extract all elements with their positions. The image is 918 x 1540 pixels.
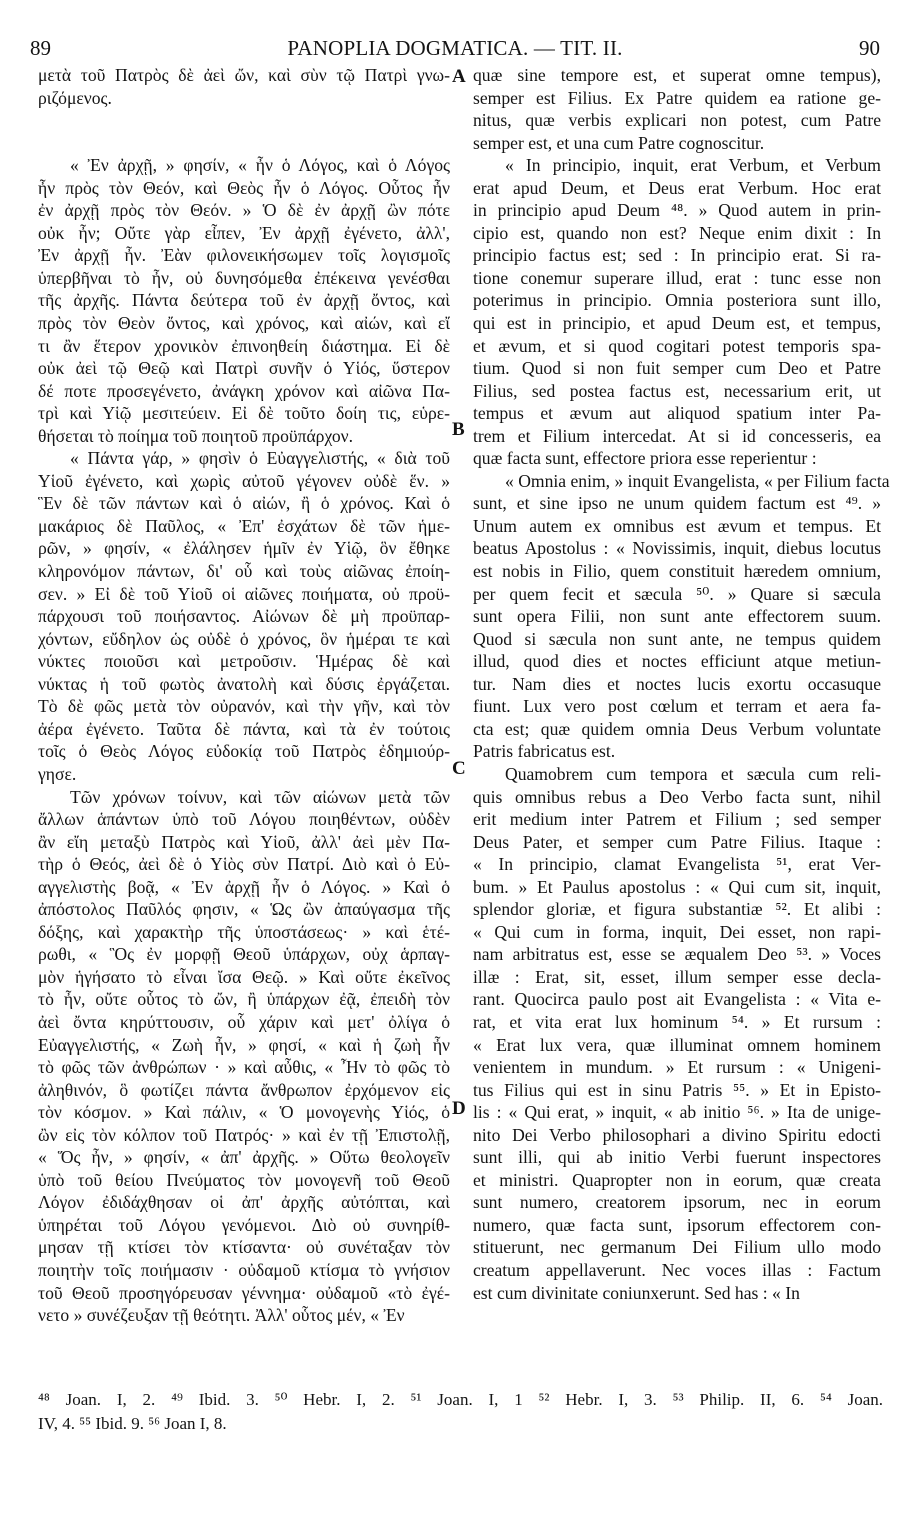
greek-text-line: Λόγον ἐδιδάχθησαν οἱ ἀπ' ἀρχῆς αὐτόπται, καὶ [38,1192,450,1213]
greek-text-line: νύκτες ποιοῦσι καὶ μετροῦσιν. Ἡμέρας δὲ καὶ [38,651,450,672]
greek-text-line: πρὸς τὸν Θεὸν ὄντος, καὶ χρόνος, καὶ αἰών, καὶ εἴ [38,313,450,334]
greek-text-line: μησαν τῇ κτίσει τὸν κτίσαντα· οὐ συνέταξαν τὸν [38,1237,450,1258]
greek-text-line: ἀπόστολος Παῦλός φησιν, « Ὡς ὢν ἀπαύγασμα τῆς [38,899,450,920]
latin-text-line: « Qui cum in forma, inquit, Dei esset, non rapi- [473,921,881,942]
latin-text-line: poterimus in principio. Omnia posteriora sunt illo, [473,290,881,311]
latin-text-line: « Erat lux vera, quæ illuminat omnem hominem [473,1034,881,1055]
latin-text-line: nam arbitratus est, esse se æqualem Deo ⁵³. » Voces [473,944,881,965]
running-title: PANOPLIA DOGMATICA. — TIT. II. [287,36,623,60]
greek-text-line: ρῶν, » φησίν, « ἐλάλησεν ἡμῖν ἐν Υἱῷ, ὃν ἔθηκε [38,538,450,559]
greek-text-line: τὸ ἦν, οὔτε οὗτος τὸ ὤν, ἢ ὑπάρχων ἐᾷ, ἐπειδὴ τὸν [38,989,450,1010]
latin-text-line: quæ facta sunt, effectore priora esse reperientur : [473,448,817,469]
margin-letter-b: B [452,419,465,440]
latin-text-line: semper est, et una cum Patre cognoscitur. [473,132,765,153]
latin-text-line: Unum autem ex omnibus est ævum et tempus. Et [473,515,881,536]
greek-text-line: ἀέρα ἐγένετο. Ταῦτα δὲ πάντα, καὶ τὰ ἐν τούτοις [38,718,450,739]
latin-text-line: sunt illi, qui ab initio Verbi fuerunt inspectores [473,1147,881,1168]
greek-text-line: ὑπὸ τοῦ θείου Πνεύματος τὸν μονογενῆ τοῦ Θεοῦ [38,1169,450,1190]
latin-text-line: creatum appellaverunt. Nec voces illas : Factum [473,1259,881,1280]
greek-text-line: τὸ φῶς τῶν ἀνθρώπων · » καὶ αὖθις, « Ἦν τὸ φῶς τὸ [38,1057,450,1078]
greek-text-line: νετο » συνέζευξαν τῇ θεότητι. Ἀλλ' οὗτος μέν, « Ἐν [38,1305,405,1326]
greek-text-line: αγγελιστὴς βοᾷ, « Ἐν ἀρχῇ ἦν ὁ Λόγος. » Καὶ ὁ [38,876,450,897]
latin-text-line: beatus Apostolus : « Novissimis, inquit, diebus locutus [473,538,881,559]
footnote-line: ⁴⁸ Joan. I, 2. ⁴⁹ Ibid. 3. ⁵⁰ Hebr. I, 2. ⁵¹ Joan. I, 1 ⁵² Hebr. I, 3. ⁵³ Philip. II, 6. ⁵⁴ Joan. [38,1390,883,1409]
latin-text-line: cta est; quæ quidem omnia Deus Verbum voluntate [473,718,881,739]
greek-text-line: Τῶν χρόνων τοίνυν, καὶ τῶν αἰώνων μετὰ τῶν [70,786,450,807]
greek-text-line: ὢν εἰς τὸν κόλπον τοῦ Πατρός· » καὶ ἐν τῇ Ἐπιστολῇ, [38,1124,450,1145]
latin-text-line: tempus et ævum aut aliquod spatium inter Pa- [473,403,881,424]
greek-text-line: τι ἂν ἕτερον χρονικὸν ἐπινοηθείη διάστημα. Εἰ δὲ [38,335,450,356]
latin-text-line: Deus Pater, et semper cum Patre Filius. Itaque : [473,831,881,852]
latin-text-line: tus Filius qui est in sinu Patris ⁵⁵. » Et in Episto- [473,1079,881,1100]
latin-text-line: numero, quæ facta sunt, ipsorum effectorem con- [473,1214,881,1235]
greek-text-line: Εὐαγγελιστής, « Ζωὴ ἦν, » φησί, « καὶ ἡ ζωὴ ἦν [38,1034,450,1055]
latin-text-line: in principio apud Deum ⁴⁸. » Quod autem in prin- [473,200,881,221]
greek-text-line: ἀεὶ ὄντα κηρύττουσιν, οὗ χάριν καὶ μετ' ὀλίγα ὁ [38,1011,450,1032]
greek-text-line: δέ ποτε προσεγένετο, ἀνάγκη χρόνον καὶ αἰῶνα Πα- [38,380,450,401]
latin-text-line: sunt numero, creatorem ipsorum, nec in eorum [473,1192,881,1213]
latin-text-line: per quem fecit et sæcula ⁵⁰. » Quare si sæcula [473,583,881,604]
latin-text-line: illæ : Erat, sit, esset, illum semper esse decla- [473,966,881,987]
latin-text-line: est nobis in Filio, quem constituit hæredem omnium, [473,561,881,582]
latin-text-line: et ævum, et si quod cogitari potest temporis spa- [473,335,881,356]
greek-text-line: οὐκ ἀεὶ τῷ Θεῷ καὶ Πατρὶ συνῆν ὁ Υἱός, ὕστερον [38,358,450,379]
greek-text-column [38,64,450,1327]
greek-text-line: μὸν ἡγήσατο τὸ εἶναι ἴσα Θεῷ. » Καὶ οὔτε ἐκεῖνος [38,966,450,987]
latin-text-line: quis omnibus rebus a Deo Verbo facta sunt, nihil [473,786,881,807]
margin-letter-a: A [452,66,466,87]
greek-text-line: οὐκ ἦν; Οὔτε γὰρ εἶπεν, Ἐν ἀρχῇ ἐγένετο, ἀλλ', [38,222,450,243]
running-header [30,36,880,66]
greek-text-line: νύκτας ἡ τοῦ φωτὸς ἀνατολὴ καὶ δύσις ἐργάζεται. [38,673,450,694]
latin-text-line: quæ sine tempore est, et superat omne tempus), [473,65,881,85]
greek-text-line: κληρονόμον πάντων, δι' οὗ καὶ τοὺς αἰῶνας ἐποίη- [38,561,450,582]
greek-text-line: ὑπερβῆναι τὸ ἦν, οὐ δυνησόμεθα ἐπέκεινα γενέσθαι [38,267,450,288]
greek-text-line: χόντων, εὔδηλον ὡς οὐδὲ ὁ χρόνος, ὃν ἡμέραι τε καὶ [38,628,450,649]
greek-text-line: ἀληθινόν, ὃ φωτίζει πάντα ἄνθρωπον ἐρχόμενον εἰς [38,1079,450,1100]
greek-text-line: τοῦ Θεοῦ προσηγόρευσαν γέννημα· οὐδαμοῦ «τὸ ἐγέ- [38,1282,450,1303]
greek-text-line: « Πάντα γάρ, » φησὶν ὁ Εὐαγγελιστής, « διὰ τοῦ [70,448,450,469]
latin-text-line: qui est in principio, et apud Deum est, et tempus, [473,313,881,334]
latin-text-line: semper est Filius. Ex Patre quidem ea ratione ge- [473,87,881,108]
latin-text-line: Filius, sed postea factus est, necessarium erit, ut [473,380,881,401]
latin-text-line: venientem in mundum. » Et rursum : « Unigeni- [473,1057,881,1078]
latin-text-line: illud, quod dies et noctes efficiunt atque metiun- [473,651,881,672]
greek-text-line: τῆς ἀρχῆς. Πάντα δεύτερα τοῦ ἐν ἀρχῇ ὄντος, καὶ [38,290,450,311]
latin-text-line: rat, et vita erat lux hominum ⁵⁴. » Et rursum : [473,1011,881,1032]
greek-text-line: ριζόμενος. [38,87,112,108]
greek-text-line: δόξης, καὶ χαρακτὴρ τῆς ὑποστάσεως· » καὶ ἑτέ- [38,921,450,942]
latin-text-line: tur. Nam dies et noctes lucis exortu occasuque [473,673,881,694]
greek-text-line: ἐν ἀρχῇ πρὸς τὸν Θεόν. » Ὁ δὲ ἐν ἀρχῇ ὢν πότε [38,200,450,221]
page-number-left: 89 [30,36,51,60]
greek-text-line: ἦν πρὸς τὸν Θεόν, καὶ Θεὸς ἦν ὁ Λόγος. Οὗτος ἦν [38,177,450,198]
page-number-right: 90 [859,36,880,60]
margin-letter-c: C [452,758,466,779]
greek-text-line: μακάριος δὲ Παῦλος, « Ἐπ' ἐσχάτων δὲ τῶν ἡμε- [38,515,450,536]
greek-text-line: γησε. [38,763,77,784]
greek-text-line: ὑπηρέται τοῦ Λόγου γενόμενοι. Διὸ οὐ συνηρίθ- [38,1214,450,1235]
latin-text-line: sunt, et sine ipso ne unum quidem factum est ⁴⁹. » [473,493,881,514]
greek-text-line: τρὶ καὶ Υἱῷ μεσιτεύειν. Εἰ δὲ τοῦτο δοίη τις, εὑρε- [38,403,450,424]
latin-text-line: Quod si sæcula non sunt ante, ne tempus quidem [473,628,881,649]
greek-text-line: τὴρ ὁ Θεός, ἀεὶ δὲ ὁ Υἱὸς σὺν Πατρί. Διὸ καὶ ὁ Εὐ- [38,854,450,875]
latin-text-line: « In principio, clamat Evangelista ⁵¹, erat Ver- [473,854,881,875]
greek-text-line: « Ἐν ἀρχῇ, » φησίν, « ἦν ὁ Λόγος, καὶ ὁ Λόγος [70,155,450,176]
greek-text-line: μετὰ τοῦ Πατρὸς δὲ ἀεὶ ὤν, καὶ σὺν τῷ Πατρὶ γνω- [38,65,450,85]
footnote-line: IV, 4. ⁵⁵ Ibid. 9. ⁵⁶ Joan I, 8. [38,1414,227,1433]
latin-text-line: erat apud Deum, et Deus erat Verbum. Hoc erat [473,177,881,198]
latin-text-line: et ministri. Quapropter non in eorum, quæ creata [473,1169,881,1190]
greek-text-line [38,109,450,132]
greek-text-line: θήσεται τὸ ποίημα τοῦ ποιητοῦ προϋπάρχον. [38,425,354,446]
greek-text-line: τοῖς ὁ Θεὸς Λόγος εὐδοκίᾳ τοῦ Πατρὸς ἐδημιούρ- [38,741,450,762]
greek-text-line: τὸν κόσμον. » Καὶ πάλιν, « Ὁ μονογενὴς Υἱός, ὁ [38,1102,450,1123]
greek-text-line: « Ὅς ἦν, » φησίν, « ἀπ' ἀρχῆς. » Οὕτω θεολογεῖν [38,1147,450,1168]
greek-text-line: ἂν εἴη μεταξὺ Πατρὸς καὶ Υἱοῦ, ἀλλ' ἀεὶ μὲν Πα- [38,831,450,852]
greek-text-line [38,132,450,155]
latin-text-line: tione conemur superare illud, erat : tunc esse non [473,267,881,288]
latin-text-line: sunt opera Filii, non sunt ante effectorem suum. [473,606,881,627]
latin-text-line: principio factus est; sed : In principio erat. Si ra- [473,245,881,266]
latin-text-line: est cum divinitate coniunxerunt. Sed has : « In [473,1282,800,1303]
margin-letter-d: D [452,1098,466,1119]
latin-text-line: « In principio, inquit, erat Verbum, et Verbum [505,155,881,176]
greek-text-line: σεν. » Εἰ δὲ τοῦ Υἱοῦ οἱ αἰῶνες ποιήματα, οὐ προϋ- [38,583,450,604]
latin-text-line: « Omnia enim, » inquit Evangelista, « per Filium facta [505,470,890,491]
greek-text-line: Ἓν δὲ τῶν πάντων καὶ ὁ αἰών, ἢ ὁ χρόνος. Καὶ ὁ [38,493,450,514]
latin-text-line: trem et Filium intercedat. At si id concesseris, ea [473,425,881,446]
greek-text-line: ρωθι, « Ὃς ἐν μορφῇ Θεοῦ ὑπάρχων, οὐχ ἁρπαγ- [38,944,450,965]
latin-text-line: Quamobrem cum tempora et sæcula cum reli- [505,763,881,784]
greek-text-line: Υἱοῦ ἐγένετο, καὶ χωρὶς αὐτοῦ γέγονεν οὐδὲ ἕν. » [38,470,450,491]
greek-text-line: ποιητὴν τοῖς ποιήμασιν · οὐδαμοῦ κτίσμα τὸ γνήσιον [38,1259,450,1280]
latin-text-line: bum. » Et Paulus apostolus : « Qui cum sit, inquit, [473,876,881,897]
latin-text-line: nitus, quæ verbis explicari non potest, cum Patre [473,110,881,131]
latin-text-line: splendor gloriæ, et figura substantiæ ⁵². Et alibi : [473,899,881,920]
greek-text-line: Ἐν ἀρχῇ ἦν. Ἐὰν φιλονεικήσωμεν τοῖς λογισμοῖς [38,245,450,266]
footnotes [38,1388,883,1436]
latin-text-line: erit medium inter Patrem et Filium ; sed semper [473,809,881,830]
latin-text-line: Patris fabricatus est. [473,741,616,762]
latin-text-line: tium. Quod si non fuit semper cum Deo et Patre [473,358,881,379]
latin-text-line: stituerunt, nec germanum Dei Filium ullo modo [473,1237,881,1258]
latin-text-line: rant. Quocirca paulo post ait Evangelista : « Vita e- [473,989,881,1010]
greek-text-line: πάρχουσι τοῦ ποιήσαντος. Αἰώνων δὲ μὴ προϋπαρ- [38,606,450,627]
latin-text-line: nito Dei Verbo philosophari a divino Spiritu edocti [473,1124,881,1145]
latin-text-line: cipio est, quando non est? Neque enim dixit : In [473,222,881,243]
latin-text-line: fiunt. Lux vero post cœlum et terram et aera fa- [473,696,881,717]
greek-text-line: ἄλλων ἁπάντων ὑπὸ τοῦ Λόγου ποιηθέντων, οὐδὲν [38,809,450,830]
greek-text-line: Τὸ δὲ φῶς μετὰ τὸν οὐρανόν, καὶ τὴν γῆν, καὶ τὸν [38,696,450,717]
latin-text-line: lis : « Qui erat, » inquit, « ab initio ⁵⁶. » Ita de unige- [473,1102,881,1123]
latin-text-column [473,64,890,1304]
